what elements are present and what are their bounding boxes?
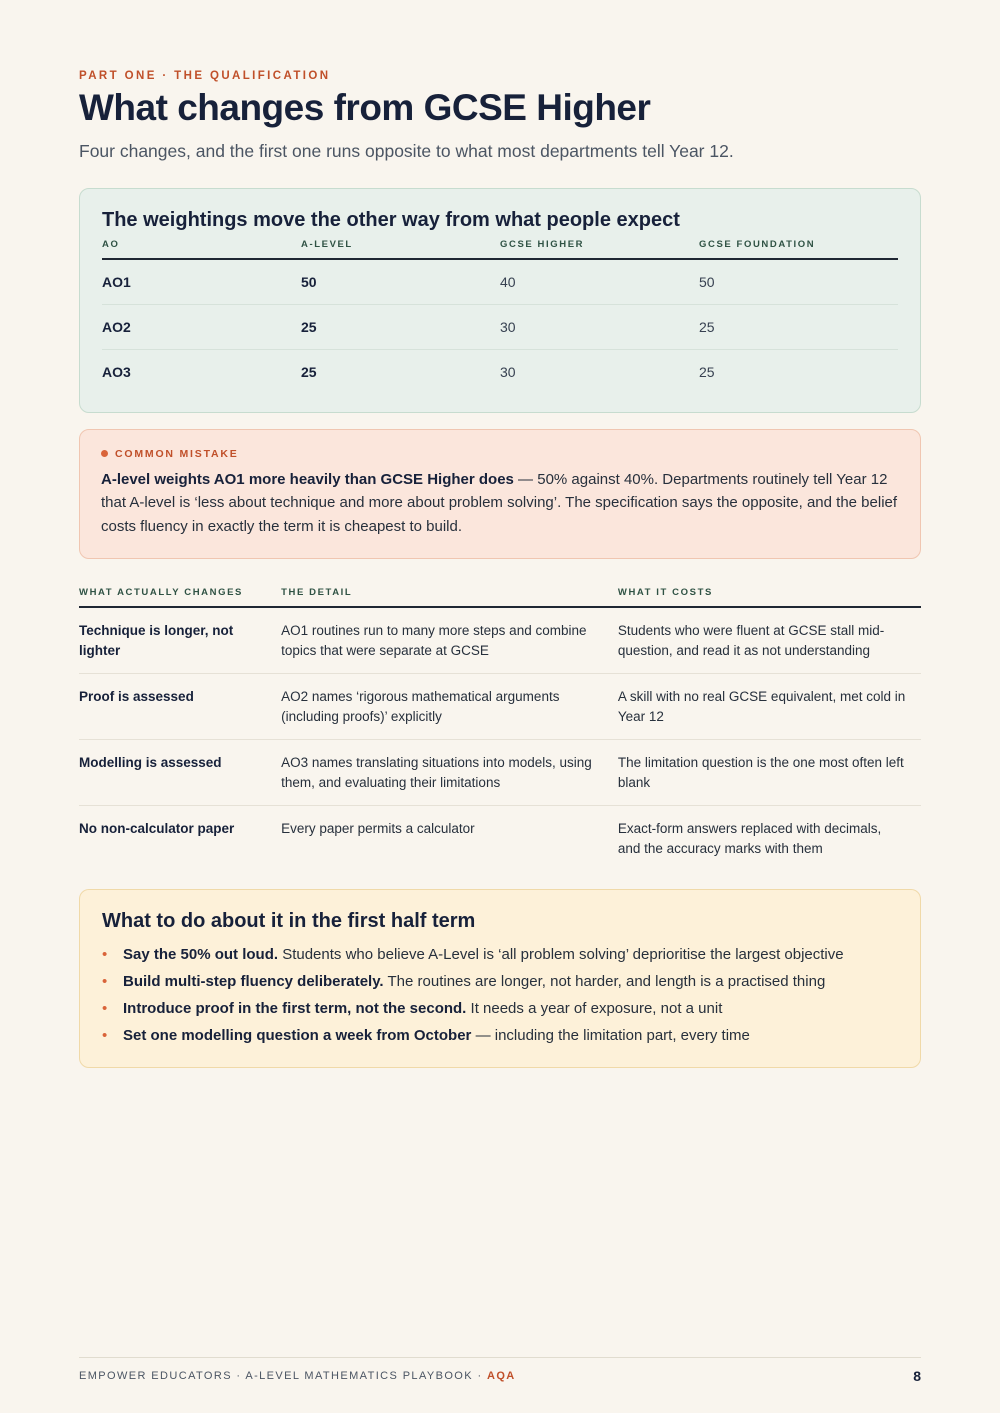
bullet-icon: • [102,973,108,991]
a-level-cell: 50 [301,259,500,305]
detail-cell: AO2 names ‘rigorous mathematical arguments (including proofs)’ explicitly [281,674,618,740]
list-item [102,968,898,995]
change-cell: Technique is longer, not lighter [79,607,281,674]
common-mistake-callout [79,429,921,560]
page-footer [79,1357,921,1384]
bullet-icon: • [102,1000,108,1018]
mistake-lead: A-level weights AO1 more heavily than GCSE Higher does [101,470,514,488]
table-row [102,349,898,394]
a-level-cell: 25 [301,304,500,349]
gcse-higher-cell: 40 [500,259,699,305]
table-row [79,674,921,740]
changes-table [79,575,921,871]
gcse-foundation-cell: 50 [699,259,898,305]
detail-cell: AO1 routines run to many more steps and combine topics that were separate at GCSE [281,607,618,674]
section-eyebrow: PART ONE · THE QUALIFICATION [79,70,331,82]
weightings-heading: The weightings move the other way from what people expect [102,208,680,231]
mistake-text [101,468,899,539]
action-lead: Introduce proof in the first term, not the second. [123,1000,467,1018]
page-number: 8 [913,1368,921,1384]
gcse-higher-cell: 30 [500,363,516,380]
action-lead: Build multi-step fluency deliberately. [123,973,384,991]
table-row [79,607,921,674]
column-header-gcse-foundation: GCSE FOUNDATION [699,236,898,259]
list-item [102,995,898,1022]
list-item [102,1022,898,1049]
column-header-gcse-higher: GCSE HIGHER [500,236,699,259]
a-level-cell: 25 [301,363,317,380]
page-subtitle: Four changes, and the first one runs opposite to what most departments tell Year 12. [79,140,734,161]
mistake-body: — 50% against 40%. Departments routinely tell Year 12 that A-level is ‘less about technique and more about problem solving’. The specification says the opposite, and the belief costs fluency in exactly the term it is cheapest to build. [101,470,898,535]
weightings-header-row [102,236,898,259]
ao-cell: AO3 [102,363,131,380]
detail-cell: AO3 names translating situations into models, using them, and evaluating their limitations [281,740,618,806]
action-lead: Say the 50% out loud. [123,946,279,964]
action-heading: What to do about it in the first half term [102,910,476,933]
action-text: — including the limitation part, every time [471,1027,750,1045]
action-list [102,941,898,1049]
table-row [79,806,921,872]
column-header-a-level: A-LEVEL [301,236,500,259]
bullet-icon: • [102,1027,108,1045]
column-header-ao: AO [102,236,301,259]
cost-cell: A skill with no real GCSE equivalent, met cold in Year 12 [618,674,921,740]
table-row [102,304,898,349]
detail-cell: Every paper permits a calculator [281,821,475,837]
list-item [102,941,898,968]
ao-cell: AO1 [102,259,301,305]
mistake-label: COMMON MISTAKE [115,447,239,460]
cost-cell: Exact-form answers replaced with decimals, and the accuracy marks with them [617,821,882,857]
action-text: It needs a year of exposure, not a unit [466,1000,723,1018]
ao-cell: AO2 [102,304,301,349]
change-cell: No non-calculator paper [79,821,235,837]
cost-cell: Students who were fluent at GCSE stall mid-question, and read it as not understanding [618,607,921,674]
change-cell: Proof is assessed [79,674,281,740]
footer-title: EMPOWER EDUCATORS · A-LEVEL MATHEMATICS PLAYBOOK · [79,1370,487,1382]
footer-board: AQA [486,1370,516,1382]
warning-dot-icon [101,450,108,457]
cost-cell: The limitation question is the one most often left blank [618,740,921,806]
bullet-icon: • [102,946,108,964]
page-content [79,70,921,1068]
page-title: What changes from GCSE Higher [79,87,651,128]
weightings-table [102,236,898,394]
mistake-label-row [101,448,899,460]
gcse-foundation-cell: 25 [699,363,715,380]
action-text: The routines are longer, not harder, and length is a practised thing [383,973,826,991]
footer-publication [79,1370,516,1382]
column-header-detail: THE DETAIL [281,575,618,607]
table-row [79,740,921,806]
weightings-card [79,188,921,413]
gcse-foundation-cell: 25 [699,304,898,349]
gcse-higher-cell: 30 [500,304,699,349]
change-cell: Modelling is assessed [79,740,281,806]
action-lead: Set one modelling question a week from October [123,1027,472,1045]
action-text: Students who believe A-Level is ‘all problem solving’ deprioritise the largest objective [278,946,844,964]
column-header-what-changes: WHAT ACTUALLY CHANGES [79,575,281,607]
changes-header-row [79,575,921,607]
table-row [102,259,898,305]
action-card [79,889,921,1068]
column-header-cost: WHAT IT COSTS [618,575,921,607]
